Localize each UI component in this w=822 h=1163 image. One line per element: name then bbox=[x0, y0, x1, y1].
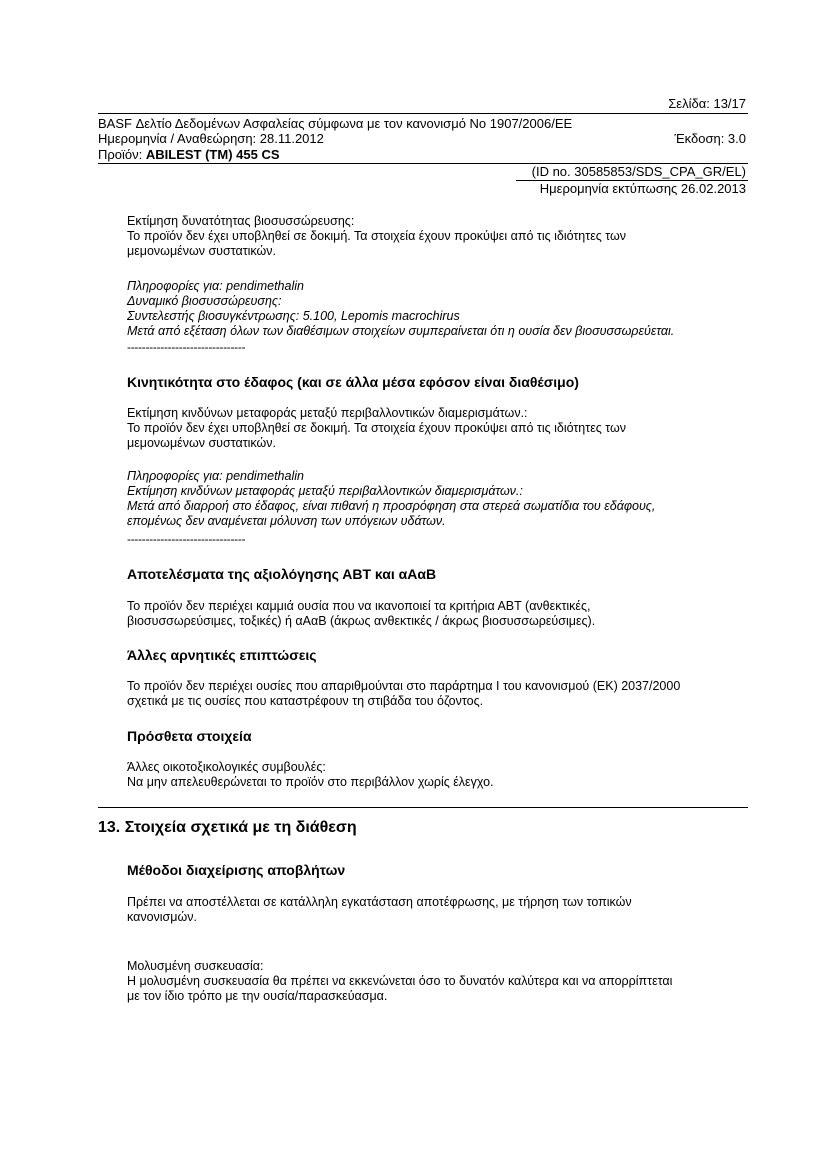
additional-info-line1: Άλλες οικοτοξικολογικές συμβουλές: bbox=[127, 760, 326, 774]
additional-info-line2: Να μην απελευθερώνεται το προϊόν στο περιβάλλον χωρίς έλεγχο. bbox=[127, 775, 494, 789]
contaminated-packaging-block bbox=[127, 959, 672, 1004]
product-line bbox=[98, 147, 280, 163]
other-effects-block bbox=[127, 679, 680, 709]
mobility-heading: Κινητικότητα στο έδαφος (και σε άλλα μέσα εφόσον είναι διαθέσιμο) bbox=[127, 374, 579, 390]
other-effects-line1: Το προϊόν δεν περιέχει ουσίες που απαριθμούνται στο παράρτημα I του κανονισμού (ΕΚ) 2037/2000 bbox=[127, 679, 681, 693]
mobility-info3: Μετά από διαρροή στο έδαφος, είναι πιθανή η προσρόφηση στα στερεά σωματίδια του εδάφους, bbox=[127, 499, 656, 513]
waste-methods-heading: Μέθοδοι διαχείρισης αποβλήτων bbox=[127, 862, 346, 878]
bioaccumulation-info-block bbox=[127, 279, 674, 339]
mobility-info4: επομένως δεν αναμένεται μόλυνση των υπόγειων υδάτων. bbox=[127, 514, 446, 528]
bioaccumulation-info3: Συντελεστής βιοσυγκέντρωσης: 5.100, Lepomis macrochirus bbox=[127, 309, 460, 323]
bioaccumulation-line3: μεμονωμένων συστατικών. bbox=[127, 244, 276, 258]
contaminated-packaging-line1: Μολυσμένη συσκευασία: bbox=[127, 959, 264, 973]
id-number: (ID no. 30585853/SDS_CPA_GR/EL) bbox=[531, 164, 746, 179]
pbt-heading: Αποτελέσματα της αξιολόγησης ΑΒΤ και αΑαΒ bbox=[127, 566, 437, 582]
mobility-info2: Εκτίμηση κινδύνων μεταφοράς μεταξύ περιβαλλοντικών διαμερισμάτων.: bbox=[127, 484, 523, 498]
additional-info-block bbox=[127, 760, 494, 790]
section-13-heading: 13. Στοιχεία σχετικά με τη διάθεση bbox=[98, 819, 357, 836]
product-label: Προϊόν: bbox=[98, 147, 143, 162]
pbt-line2: βιοσυσσωρεύσιμες, τοξικές) ή αΑαΒ (άκρως ανθεκτικές / άκρως βιοσυσσωρεύσιμες). bbox=[127, 614, 596, 628]
bioaccumulation-info2: Δυναμικό βιοσυσσώρευσης: bbox=[127, 294, 282, 308]
bioaccumulation-info1: Πληροφορίες για: pendimethalin bbox=[127, 279, 304, 293]
additional-info-heading: Πρόσθετα στοιχεία bbox=[127, 728, 252, 744]
contaminated-packaging-line3: με τον ίδιο τρόπο με την ουσία/παρασκεύασμα. bbox=[127, 989, 388, 1003]
mobility-block bbox=[127, 406, 626, 451]
section-rule bbox=[98, 807, 748, 808]
mobility-separator: -------------------------------- bbox=[127, 532, 246, 546]
contaminated-packaging-line2: Η μολυσμένη συσκευασία θα πρέπει να εκκενώνεται όσο το δυνατόν καλύτερα και να απορρίπτεται bbox=[127, 974, 673, 988]
print-date: Ημερομηνία εκτύπωσης 26.02.2013 bbox=[539, 181, 746, 196]
pbt-line1: Το προϊόν δεν περιέχει καμμιά ουσία που να ικανοποιεί τα κριτήρια ΑΒΤ (ανθεκτικές, bbox=[127, 599, 591, 613]
product-name: ABILEST (TM) 455 CS bbox=[145, 147, 280, 162]
waste-methods-block bbox=[127, 895, 632, 925]
waste-methods-line1: Πρέπει να αποστέλλεται σε κατάλληλη εγκατάσταση αποτέφρωσης, με τήρηση των τοπικών bbox=[127, 895, 632, 909]
other-effects-line2: σχετικά με τις ουσίες που καταστρέφουν τη στιβάδα του όζοντος. bbox=[127, 694, 484, 708]
header-rule-top bbox=[98, 113, 748, 114]
mobility-line2: Το προϊόν δεν έχει υποβληθεί σε δοκιμή. Τα στοιχεία έχουν προκύψει από τις ιδιότητες των bbox=[127, 421, 627, 435]
other-effects-heading: Άλλες αρνητικές επιπτώσεις bbox=[127, 647, 317, 663]
mobility-line3: μεμονωμένων συστατικών. bbox=[127, 436, 276, 450]
bioaccumulation-block bbox=[127, 214, 626, 259]
version: Έκδοση: 3.0 bbox=[674, 131, 746, 146]
mobility-line1: Εκτίμηση κινδύνων μεταφοράς μεταξύ περιβαλλοντικών διαμερισμάτων.: bbox=[127, 406, 528, 420]
page-number: Σελίδα: 13/17 bbox=[668, 96, 746, 111]
pbt-block bbox=[127, 599, 595, 629]
bioaccumulation-line1: Εκτίμηση δυνατότητας βιοσυσσώρευσης: bbox=[127, 214, 355, 228]
mobility-info-block bbox=[127, 469, 655, 529]
mobility-info1: Πληροφορίες για: pendimethalin bbox=[127, 469, 304, 483]
waste-methods-line2: κανονισμών. bbox=[127, 910, 197, 924]
revision-date: Ημερομηνία / Αναθεώρηση: 28.11.2012 bbox=[98, 131, 324, 146]
bioaccumulation-info4: Μετά από εξέταση όλων των διαθέσιμων στοιχείων συμπεραίνεται ότι η ουσία δεν βιοσυσσωρεύεται. bbox=[127, 324, 675, 338]
document-title: BASF Δελτίο Δεδομένων Ασφαλείας σύμφωνα με τον κανονισμό Νο 1907/2006/ΕΕ bbox=[98, 116, 573, 131]
bioaccumulation-line2: Το προϊόν δεν έχει υποβληθεί σε δοκιμή. Τα στοιχεία έχουν προκύψει από τις ιδιότητες των bbox=[127, 229, 627, 243]
bioaccumulation-separator: -------------------------------- bbox=[127, 340, 246, 354]
